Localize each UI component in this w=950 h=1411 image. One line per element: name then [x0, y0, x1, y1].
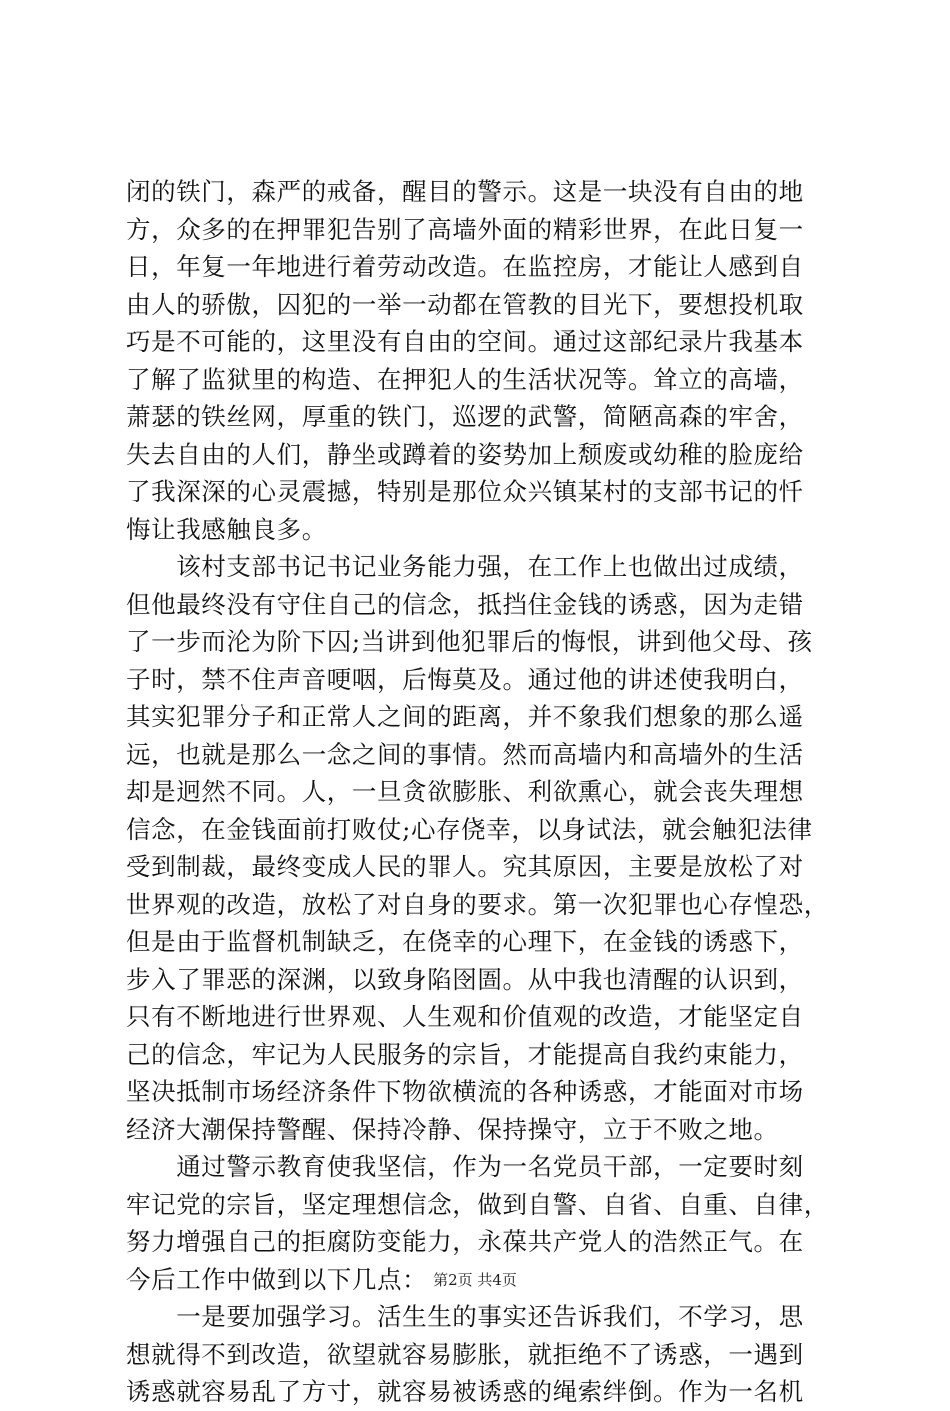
- text-line: 信念，在金钱面前打败仗;心存侥幸，以身试法，就会触犯法律: [126, 814, 813, 844]
- text-line: 了解了监狱里的构造、在押犯人的生活状况等。耸立的高墙，: [126, 364, 804, 394]
- text-line: 牢记党的宗旨，坚定理想信念，做到自警、自省、自重、自律，: [126, 1189, 829, 1219]
- text-line: 却是迥然不同。人，一旦贪欲膨胀、利欲熏心，就会丧失理想: [126, 777, 804, 806]
- text-line: 想就得不到改造，欲望就容易膨胀，就拒绝不了诱惑，一遇到: [126, 1339, 804, 1369]
- text-line: 远，也就是那么一念之间的事情。然而高墙内和高墙外的生活: [126, 739, 804, 769]
- text-line: 了一步而沦为阶下囚;当讲到他犯罪后的悔恨，讲到他父母、孩: [126, 627, 813, 656]
- text-line: 萧瑟的铁丝网，厚重的铁门，巡逻的武警，简陋高森的牢舍，: [126, 402, 804, 431]
- text-line: 闭的铁门，森严的戒备，醒目的警示。这是一块没有自由的地: [126, 177, 804, 206]
- text-line: 己的信念，牢记为人民服务的宗旨，才能提高自我约束能力，: [126, 1039, 804, 1069]
- text-line: 日，年复一年地进行着劳动改造。在监控房，才能让人感到自: [126, 252, 804, 281]
- text-line: 悔让我感触良多。: [126, 514, 327, 544]
- text-line: 步入了罪恶的深渊，以致身陷囹圄。从中我也清醒的认识到，: [126, 964, 804, 994]
- text-line: 诱惑就容易乱了方寸，就容易被诱惑的绳索绊倒。作为一名机: [126, 1377, 804, 1406]
- text-line: 受到制裁，最终变成人民的罪人。究其原因，主要是放松了对: [126, 852, 804, 881]
- text-line: 一是要加强学习。活生生的事实还告诉我们，不学习，思: [126, 1302, 804, 1331]
- text-line: 了我深深的心灵震撼，特别是那位众兴镇某村的支部书记的忏: [126, 477, 804, 506]
- text-line: 由人的骄傲，囚犯的一举一动都在管教的目光下，要想投机取: [126, 289, 804, 319]
- text-line: 世界观的改造，放松了对自身的要求。第一次犯罪也心存惶恐，: [126, 889, 829, 919]
- text-line: 只有不断地进行世界观、人生观和价值观的改造，才能坚定自: [126, 1002, 804, 1031]
- text-line: 子时，禁不住声音哽咽，后悔莫及。通过他的讲述使我明白，: [126, 664, 804, 694]
- text-line: 巧是不可能的，这里没有自由的空间。通过这部纪录片我基本: [126, 327, 804, 356]
- text-line: 努力增强自己的拒腐防变能力，永葆共产党人的浩然正气。在: [126, 1227, 804, 1256]
- page-number-footer: 第2页 共4页: [433, 1271, 517, 1289]
- text-line: 失去自由的人们，静坐或蹲着的姿势加上颓废或幼稚的脸庞给: [126, 439, 804, 469]
- text-line: 但是由于监督机制缺乏，在侥幸的心理下，在金钱的诱惑下，: [126, 927, 804, 956]
- text-line: 通过警示教育使我坚信，作为一名党员干部，一定要时刻: [126, 1152, 804, 1181]
- text-line: 但他最终没有守住自己的信念，抵挡住金钱的诱惑，因为走错: [126, 589, 804, 619]
- text-line: 其实犯罪分子和正常人之间的距离，并不象我们想象的那么遥: [126, 702, 804, 731]
- text-line: 经济大潮保持警醒、保持冷静、保持操守，立于不败之地。: [126, 1114, 779, 1144]
- text-line: 坚决抵制市场经济条件下物欲横流的各种诱惑，才能面对市场: [126, 1077, 804, 1106]
- text-line: 该村支部书记书记业务能力强，在工作上也做出过成绩，: [126, 552, 804, 581]
- text-line: 方，众多的在押罪犯告别了高墙外面的精彩世界，在此日复一: [126, 214, 804, 244]
- document-body: [126, 173, 866, 1411]
- text-line: 今后工作中做到以下几点：: [126, 1264, 428, 1294]
